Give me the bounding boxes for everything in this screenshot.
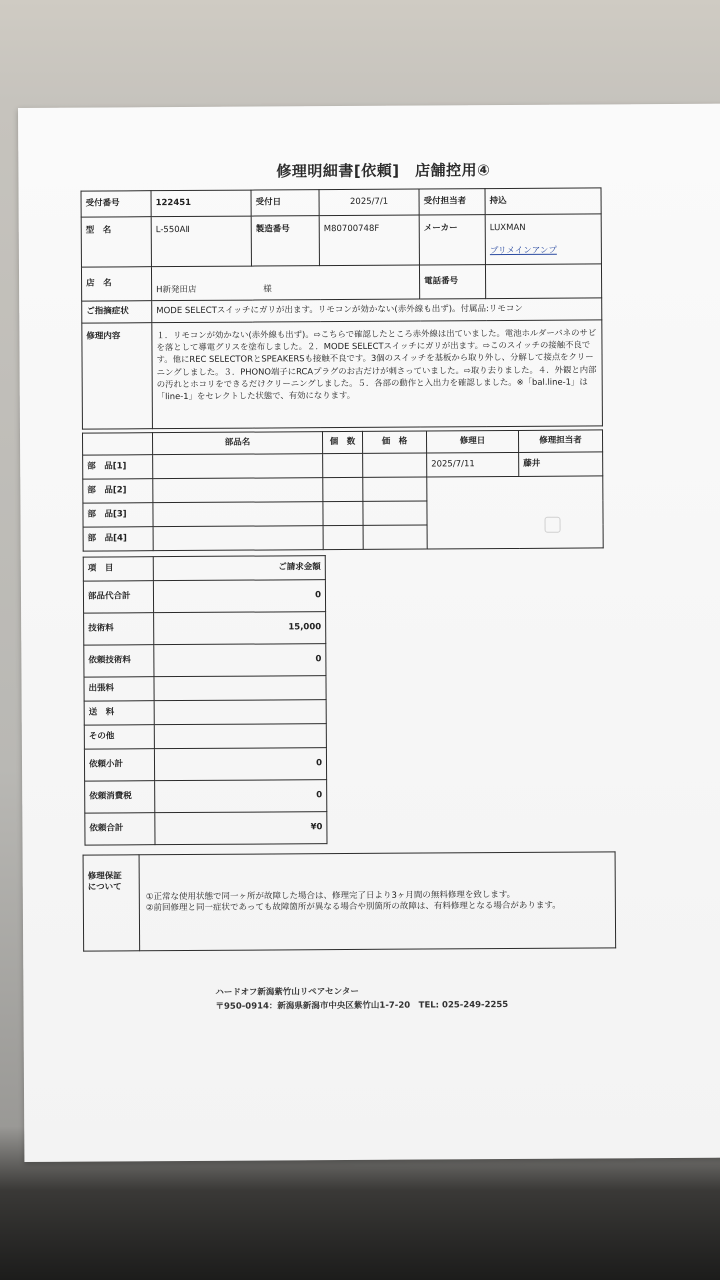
repair-label: 修理内容 [82, 323, 153, 429]
cost-value [154, 700, 326, 725]
parts-qty-header: 個 数 [322, 431, 362, 453]
parts-row-label: 部 品[3] [83, 503, 153, 527]
maker-cell [485, 214, 601, 265]
store-label: 店 名 [81, 267, 151, 301]
receipt-no: 122451 [151, 190, 251, 217]
repair-center-name: ハードオフ新潟紫竹山リペアセンター [215, 986, 359, 998]
guarantee-label-2: について [87, 882, 122, 893]
guarantee-label-1: 修理保証 [87, 871, 122, 882]
receipt-date-label: 受付日 [251, 190, 319, 216]
model-label: 型 名 [81, 217, 151, 267]
cost-value: 15,000 [154, 612, 326, 645]
guarantee-line-2: ②前回修理と同一症状であっても故障箇所が異なる場合や別箇所の故障は、有料修理となる場合があります。 [145, 900, 561, 913]
guarantee-label [83, 855, 140, 951]
stamp-mark [545, 517, 561, 533]
repair-date: 2025/7/11 [427, 452, 519, 477]
cost-label: 技術料 [84, 613, 154, 645]
parts-row-label: 部 品[2] [83, 479, 153, 503]
maker: LUXMAN [489, 222, 526, 234]
receiver: 持込 [485, 188, 601, 215]
symptom-label: ご指摘症状 [82, 301, 152, 323]
repair-document [18, 104, 720, 1162]
cost-label: 依頼技術料 [84, 645, 154, 677]
serial-label: 製造番号 [251, 216, 319, 266]
receipt-no-label: 受付番号 [81, 191, 151, 217]
receiver-label: 受付担当者 [419, 189, 485, 215]
cost-item-header: 項 目 [83, 557, 153, 581]
cost-value [154, 724, 326, 749]
cost-label: 部品代合計 [83, 581, 153, 613]
cost-label: 依頼消費税 [85, 781, 155, 813]
serial-number: M80700748F [319, 215, 419, 266]
cost-value: 0 [155, 780, 327, 813]
technician-header: 修理担当者 [518, 430, 602, 453]
receipt-date: 2025/7/1 [319, 189, 419, 216]
technician: 藤井 [519, 452, 603, 477]
repair-center-address: 〒950-0914：新潟県新潟市中央区紫竹山1-7-20 TEL: 025-249-2255 [215, 999, 509, 1012]
store-cell [151, 265, 419, 301]
parts-price-header: 価 格 [362, 431, 426, 453]
cost-total: ¥0 [155, 812, 327, 845]
cost-label: 出張料 [84, 677, 154, 701]
cost-value [154, 676, 326, 701]
cost-value: 0 [154, 644, 326, 677]
symptom: MODE SELECTスイッチにガリが出ます。リモコンが効かない(赤外線も出ず)。付属品:リモコン [152, 298, 602, 323]
signature-area [427, 476, 603, 549]
costs-table [83, 555, 328, 845]
header-table [81, 187, 603, 429]
cost-label: その他 [84, 725, 154, 749]
document-title: 修理明細書[依頼] 店舗控用④ [276, 161, 491, 181]
footer [215, 985, 508, 1014]
guarantee-text [139, 852, 616, 951]
cost-label: 送 料 [84, 701, 154, 725]
repair-details: １．リモコンが効かない(赤外線も出ず)。⇨こちらで確認したところ赤外線は出ていました。電池ホルダーバネのサビを落として導電グリスを塗布しました。２．MODE SELECTスイッチにガリが出ます。⇨このスイッチの接触不良です。他にREC SELECTORとSPEAKERSも接触不良です。3個のスイッチを基板から取り外し、分解して接点をクリーニングしました。３．PHONO端子にRCAプラグのお古だけが刺さっていました。⇨取り去りました。４．外観と内部の汚れとホコリをできるだけクリーニングしました。５．各部の動作と入出力を確認しました。※「bal.line-1」は「line-1」をセレクトした状態で、有効になります。 [152, 320, 603, 429]
cost-label: 依頼小計 [84, 749, 154, 781]
model: L-550AⅡ [151, 216, 251, 267]
cost-label: 依頼合計 [85, 813, 155, 845]
guarantee-line-1: ①正常な使用状態で同一ヶ所が故障した場合は、修理完了日より3ヶ月間の無料修理を致します。 [145, 889, 516, 903]
maker-label: メーカー [419, 215, 485, 265]
cost-amount-header: ご請求金額 [153, 556, 325, 581]
honorific: 様 [263, 284, 272, 295]
repair-date-header: 修理日 [426, 430, 518, 453]
product-type: プリメインアンプ [489, 245, 557, 256]
cost-value: 0 [153, 580, 325, 613]
parts-name-header: 部品名 [152, 432, 322, 455]
guarantee-box [83, 851, 617, 951]
store-name: H新発田店 [156, 285, 197, 296]
parts-row-label: 部 品[1] [83, 455, 153, 479]
phone [485, 264, 601, 299]
parts-table [82, 429, 604, 551]
parts-row-label: 部 品[4] [83, 527, 153, 551]
cost-value: 0 [154, 748, 326, 781]
phone-label: 電話番号 [419, 265, 485, 299]
